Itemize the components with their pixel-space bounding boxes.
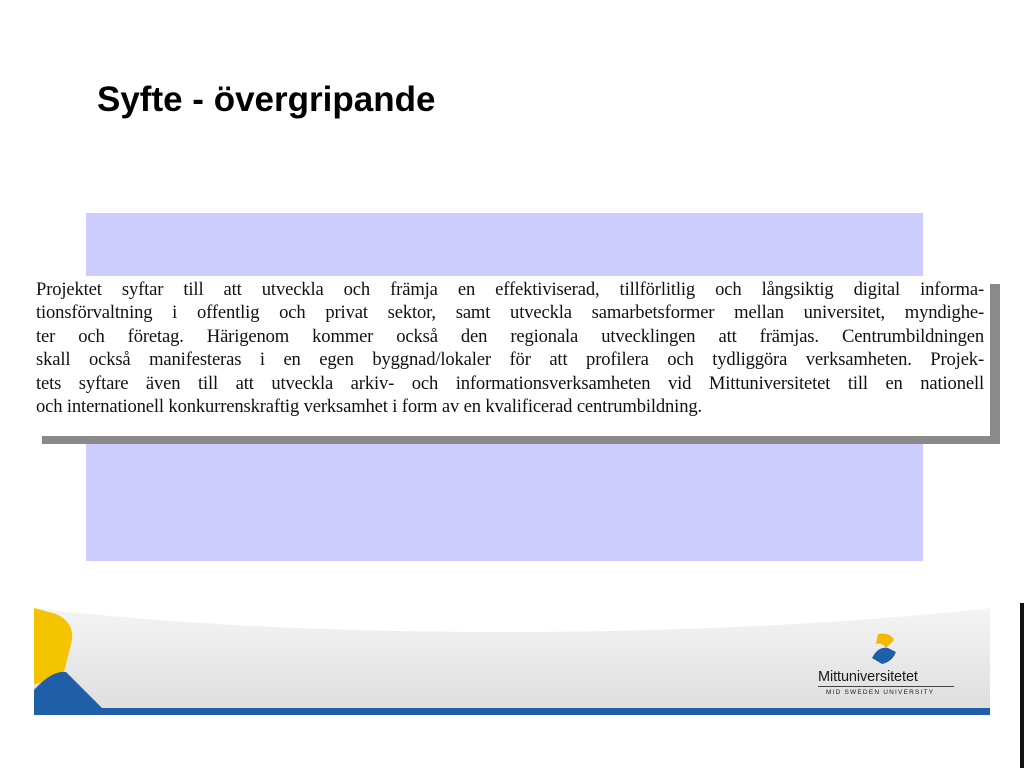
body-text-panel: [30, 276, 990, 436]
body-text-line: skall också manifesteras i en egen byggnad/lokaler för att profilera och tydliggöra verksamheten. Projek-: [36, 349, 984, 371]
body-text-line: Projektet syftar till att utveckla och främja en effektiviserad, tillförlitlig och långsiktig digital informa-: [36, 279, 984, 300]
body-text-line: tets syftare även till att utveckla arkiv- och informationsverksamheten vid Mittuniversitetet till en nationell: [36, 372, 984, 394]
logo-mark-icon: [868, 632, 900, 666]
body-text-line: tionsförvaltning i offentlig och privat sektor, samt utveckla samarbetsformer mellan universitet, myndighe-: [36, 302, 984, 324]
university-logo: [816, 630, 956, 700]
body-text-line: ter och företag. Härigenom kommer också den regionala utvecklingen att främjas. Centrumbildningen: [36, 325, 984, 347]
logo-subtitle: MID SWEDEN UNIVERSITY: [826, 689, 935, 696]
right-edge-bar: [1020, 603, 1024, 768]
logo-divider: [818, 686, 954, 687]
logo-name: Mittuniversitetet: [818, 669, 918, 685]
slide-title: Syfte - övergripande: [97, 80, 436, 119]
footer-blue-line: [34, 708, 990, 715]
body-text-line: och internationell konkurrenskraftig verksamhet i form av en kvalificerad centrumbildning.: [36, 396, 702, 418]
